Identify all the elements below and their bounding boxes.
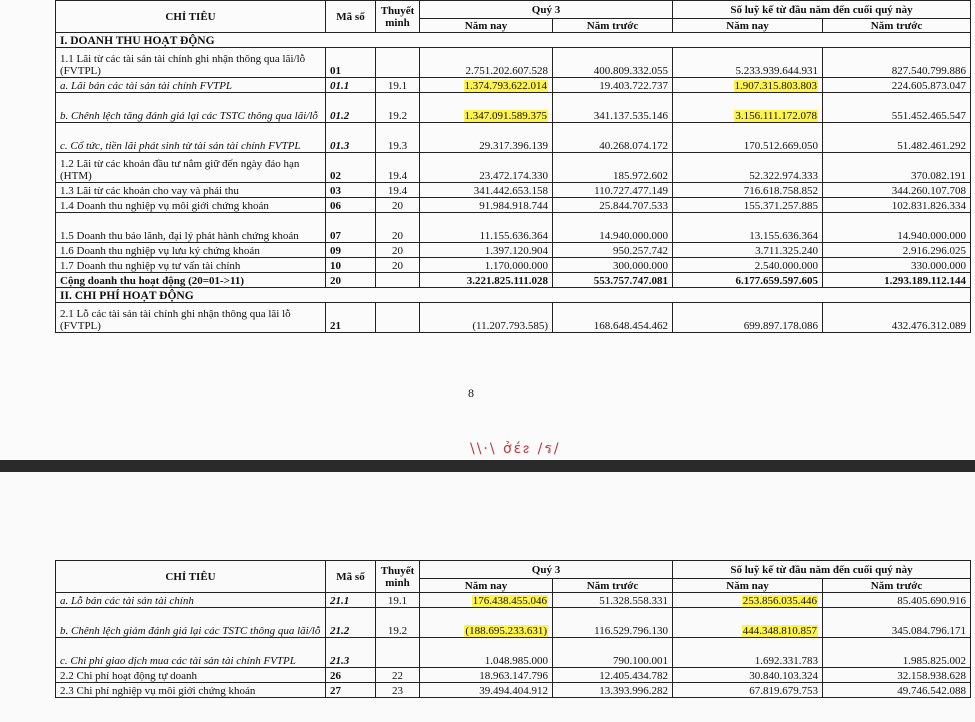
stamp-signature: \\·\ ởɛ́ᴤ /ร/ [470,441,561,457]
quarter-current-value [420,593,553,608]
ytd-current-value [673,93,823,123]
quarter-prior-value: 110.727.477.149 [553,183,673,198]
row-note: 19.1 [376,78,420,93]
quarter-current-value: 91.984.918.744 [420,198,553,213]
quarter-prior-value: 168.648.454.462 [553,303,673,333]
ytd-current-value: 5.233.939.644.931 [673,48,823,78]
row-label: 1.2 Lãi từ các khoản đầu tư nắm giữ đến ngày đáo hạn (HTM) [56,153,326,183]
row-note: 19.1 [376,593,420,608]
quarter-prior-value: 341.137.535.146 [553,93,673,123]
row-code: 03 [326,183,376,198]
row-label: Cộng doanh thu hoạt động (20=01->11) [56,273,326,288]
ytd-prior-value: 432.476.312.089 [823,303,971,333]
ytd-current-value: 6.177.659.597.605 [673,273,823,288]
row-label: 1.4 Doanh thu nghiệp vụ môi giới chứng khoán [56,198,326,213]
table-row [56,608,971,638]
row-note: 19.4 [376,183,420,198]
ytd-current-value: 155.371.257.885 [673,198,823,213]
quarter-prior-value: 400.809.332.055 [553,48,673,78]
table-row [56,78,971,93]
quarter-current-value: 11.155.636.364 [420,213,553,243]
ytd-current-value-highlight: 444.348.810.857 [742,625,817,637]
row-note: 20 [376,213,420,243]
ytd-prior-value: 345.084.796.171 [823,608,971,638]
ytd-prior-value: 827.540.799.886 [823,48,971,78]
quarter-prior-value: 12.405.434.782 [553,668,673,683]
ytd-prior-value: 51.482.461.292 [823,123,971,153]
quarter-current-value: 3.221.825.111.028 [420,273,553,288]
header-q-nam-truoc: Năm trước [553,19,673,33]
header-quy3: Quý 3 [420,1,673,19]
table-row [56,288,971,303]
header-y-nam-truoc: Năm trước [823,19,971,33]
page-number: 8 [468,386,474,400]
row-note: 19.3 [376,123,420,153]
ytd-prior-value: 49.746.542.088 [823,683,971,698]
row-label: 1.1 Lãi từ các tài sản tài chính ghi nhận thông qua lãi/lỗ (FVTPL) [56,48,326,78]
row-code: 01 [326,48,376,78]
quarter-prior-value: 553.757.747.081 [553,273,673,288]
table-row [56,303,971,333]
header-thuyet-minh: Thuyết minh [376,1,420,33]
ytd-current-value: 170.512.669.050 [673,123,823,153]
row-note: 20 [376,258,420,273]
ytd-current-value: 699.897.178.086 [673,303,823,333]
header-luy-ke: Số luỹ kế từ đầu năm đến cuối quý này [673,561,971,579]
row-label: b. Chênh lệch giảm đánh giá lại các TSTC thông qua lãi/lỗ [56,608,326,638]
table-row [56,183,971,198]
row-code: 10 [326,258,376,273]
row-code: 01.3 [326,123,376,153]
quarter-prior-value: 300.000.000 [553,258,673,273]
table-row [56,273,971,288]
row-label: a. Lãi bán các tài sản tài chính FVTPL [56,78,326,93]
row-note: 19.4 [376,153,420,183]
row-code: 01.1 [326,78,376,93]
row-note [376,638,420,668]
row-note [376,48,420,78]
row-label: b. Chênh lệch tăng đánh giá lại các TSTC thông qua lãi/lỗ [56,93,326,123]
ytd-current-value: 30.840.103.324 [673,668,823,683]
row-label: c. Chi phí giao dịch mua các tài sản tài chính FVTPL [56,638,326,668]
table-row [56,93,971,123]
ytd-prior-value: 2.916.296.025 [823,243,971,258]
quarter-current-value: 341.442.653.158 [420,183,553,198]
ytd-prior-value: 344.260.107.708 [823,183,971,198]
header-y-nam-nay: Năm nay [673,579,823,593]
quarter-current-value: (11.207.793.585) [420,303,553,333]
section-heading: II. CHI PHÍ HOẠT ĐỘNG [56,288,971,303]
table-row [56,123,971,153]
table-row [56,593,971,608]
ytd-current-value: 67.819.679.753 [673,683,823,698]
row-note: 20 [376,198,420,213]
row-label: 1.3 Lãi từ các khoản cho vay và phải thu [56,183,326,198]
ytd-current-value: 2.540.000.000 [673,258,823,273]
ytd-current-value: 52.322.974.333 [673,153,823,183]
quarter-current-value: 1.170.000.000 [420,258,553,273]
table-row [56,213,971,243]
quarter-current-value [420,93,553,123]
ytd-prior-value: 224.605.873.047 [823,78,971,93]
ytd-prior-value: 1.293.189.112.144 [823,273,971,288]
header-quy3: Quý 3 [420,561,673,579]
row-label: 1.6 Doanh thu nghiệp vụ lưu ký chứng khoán [56,243,326,258]
row-label: a. Lỗ bán các tài sản tài chính [56,593,326,608]
header-y-nam-truoc: Năm trước [823,579,971,593]
row-code: 21.1 [326,593,376,608]
row-label: 2.3 Chi phí nghiệp vụ môi giới chứng khoán [56,683,326,698]
row-label: 2.1 Lỗ các tài sản tài chính ghi nhận thông qua lãi lỗ (FVTPL) [56,303,326,333]
header-thuyet-minh: Thuyết minh [376,561,420,593]
quarter-current-value: 1.397.120.904 [420,243,553,258]
header-chi-tieu: CHỈ TIÊU [56,1,326,33]
quarter-prior-value: 51.328.558.331 [553,593,673,608]
row-label: 2.2 Chi phí hoạt động tự doanh [56,668,326,683]
table-row [56,48,971,78]
income-statement-table-bottom [55,560,971,698]
header-q-nam-truoc: Năm trước [553,579,673,593]
ytd-current-value-highlight: 1.907.315.803.803 [734,80,817,92]
quarter-current-value: 29.317.396.139 [420,123,553,153]
quarter-current-value: 2.751.202.607.528 [420,48,553,78]
section-heading: I. DOANH THU HOẠT ĐỘNG [56,33,971,48]
quarter-current-value-highlight: 1.374.793.622.014 [464,80,547,92]
row-code: 06 [326,198,376,213]
page-divider [0,460,975,472]
ytd-prior-value: 1.985.825.002 [823,638,971,668]
table-row [56,258,971,273]
row-code: 27 [326,683,376,698]
ytd-current-value: 13.155.636.364 [673,213,823,243]
table-row [56,638,971,668]
quarter-current-value: 1.048.985.000 [420,638,553,668]
table-row [56,243,971,258]
row-code: 02 [326,153,376,183]
quarter-prior-value: 19.403.722.737 [553,78,673,93]
row-code: 09 [326,243,376,258]
header-q-nam-nay: Năm nay [420,579,553,593]
header-ma-so: Mã số [326,1,376,33]
ytd-current-value-highlight: 3.156.111.172.078 [735,110,817,122]
ytd-prior-value: 551.452.465.547 [823,93,971,123]
header-q-nam-nay: Năm nay [420,19,553,33]
ytd-prior-value: 330.000.000 [823,258,971,273]
income-statement-table-top [55,0,971,333]
ytd-prior-value: 370.082.191 [823,153,971,183]
quarter-current-value: 39.494.404.912 [420,683,553,698]
ytd-current-value [673,608,823,638]
row-code: 21.3 [326,638,376,668]
quarter-prior-value: 13.393.996.282 [553,683,673,698]
quarter-current-value: 23.472.174.330 [420,153,553,183]
quarter-current-value [420,608,553,638]
ytd-current-value: 3.711.325.240 [673,243,823,258]
quarter-prior-value: 25.844.707.533 [553,198,673,213]
header-ma-so: Mã số [326,561,376,593]
quarter-prior-value: 790.100.001 [553,638,673,668]
ytd-current-value: 716.618.758.852 [673,183,823,198]
quarter-prior-value: 185.972.602 [553,153,673,183]
ytd-current-value [673,593,823,608]
table-row [56,683,971,698]
row-note: 19.2 [376,93,420,123]
row-code: 07 [326,213,376,243]
row-note [376,273,420,288]
ytd-prior-value: 102.831.826.334 [823,198,971,213]
row-code: 26 [326,668,376,683]
quarter-current-value-highlight: (188.695.233.631) [465,625,547,637]
quarter-prior-value: 40.268.074.172 [553,123,673,153]
table-row [56,33,971,48]
ytd-prior-value: 32.158.938.628 [823,668,971,683]
row-note: 20 [376,243,420,258]
row-note: 23 [376,683,420,698]
quarter-current-value-highlight: 1.347.091.589.375 [464,110,547,122]
ytd-current-value [673,78,823,93]
header-y-nam-nay: Năm nay [673,19,823,33]
row-code: 21 [326,303,376,333]
row-label: c. Cổ tức, tiền lãi phát sinh từ tài sản tài chính FVTPL [56,123,326,153]
row-code: 20 [326,273,376,288]
ytd-current-value: 1.692.331.783 [673,638,823,668]
table-row [56,153,971,183]
quarter-current-value [420,78,553,93]
row-code: 01.2 [326,93,376,123]
header-luy-ke: Số luỹ kế từ đầu năm đến cuối quý này [673,1,971,19]
quarter-prior-value: 116.529.796.130 [553,608,673,638]
row-label: 1.7 Doanh thu nghiệp vụ tư vấn tài chính [56,258,326,273]
ytd-current-value-highlight: 253.856.035.446 [742,595,817,607]
row-note [376,303,420,333]
quarter-current-value: 18.963.147.796 [420,668,553,683]
quarter-current-value-highlight: 176.438.455.046 [472,595,547,607]
row-note: 22 [376,668,420,683]
row-label: 1.5 Doanh thu bảo lãnh, đại lý phát hành chứng khoán [56,213,326,243]
quarter-prior-value: 14.940.000.000 [553,213,673,243]
report-page-bottom [0,472,975,722]
ytd-prior-value: 14.940.000.000 [823,213,971,243]
table-row [56,198,971,213]
table-row [56,668,971,683]
header-chi-tieu: CHỈ TIÊU [56,561,326,593]
row-note: 19.2 [376,608,420,638]
quarter-prior-value: 950.257.742 [553,243,673,258]
row-code: 21.2 [326,608,376,638]
ytd-prior-value: 85.405.690.916 [823,593,971,608]
